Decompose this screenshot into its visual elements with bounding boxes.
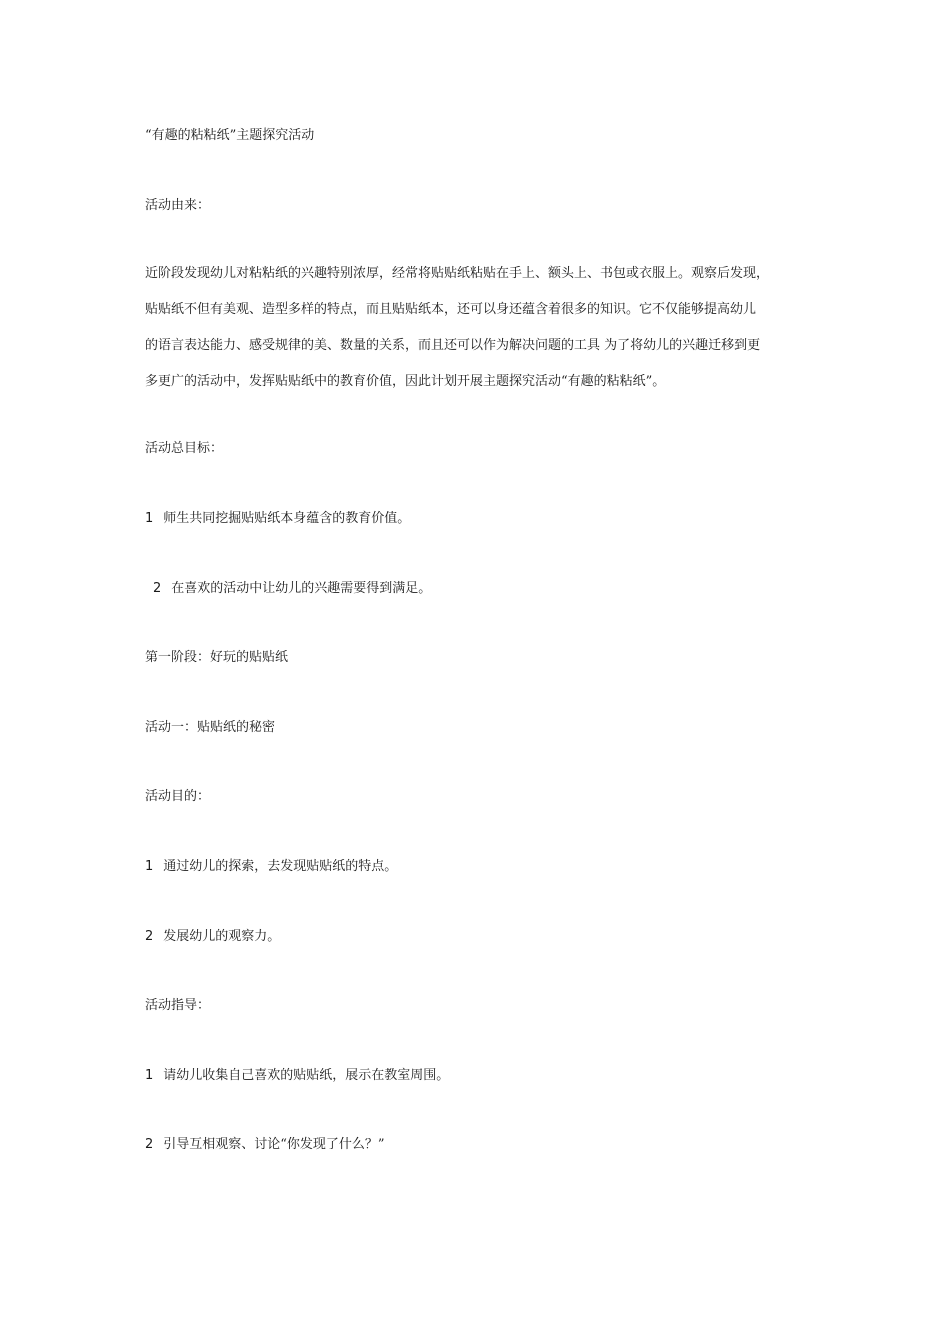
activity-heading: 活动一：贴贴纸的秘密 bbox=[145, 720, 276, 735]
purpose-text: 发展幼儿的观察力。 bbox=[163, 929, 281, 944]
purpose-text: 通过幼儿的探索，去发现贴贴纸的特点。 bbox=[163, 859, 398, 874]
guide-heading: 活动指导： bbox=[145, 998, 211, 1013]
purpose-number: 2 bbox=[145, 929, 154, 944]
purpose-heading: 活动目的： bbox=[145, 789, 211, 804]
origin-heading: 活动由来： bbox=[145, 198, 211, 213]
goal-text: 在喜欢的活动中让幼儿的兴趣需要得到满足。 bbox=[171, 581, 432, 596]
purpose-item bbox=[145, 929, 280, 945]
guide-item bbox=[145, 1137, 385, 1153]
goal-item bbox=[153, 581, 431, 597]
purpose-number: 1 bbox=[145, 859, 154, 874]
origin-line: 的语言表达能力、感受规律的美、数量的关系，而且还可以作为解决问题的工具 为了将幼儿的兴趣迁移到更 bbox=[145, 338, 761, 353]
goal-number: 1 bbox=[145, 511, 154, 526]
goal-text: 师生共同挖掘贴贴纸本身蕴含的教育价值。 bbox=[163, 511, 411, 526]
guide-item bbox=[145, 1068, 449, 1084]
guide-text: 引导互相观察、讨论“你发现了什么？” bbox=[163, 1137, 385, 1152]
guide-number: 1 bbox=[145, 1068, 154, 1083]
purpose-item bbox=[145, 859, 397, 875]
origin-line: 贴贴纸不但有美观、造型多样的特点，而且贴贴纸本，还可以身还蕴含着很多的知识。它不仅能够提高幼儿 bbox=[145, 302, 757, 317]
goal-item bbox=[145, 511, 410, 527]
goal-heading: 活动总目标： bbox=[145, 441, 224, 456]
document-title: “有趣的粘粘纸”主题探究活动 bbox=[145, 128, 315, 143]
goal-number: 2 bbox=[153, 581, 162, 596]
stage-heading: 第一阶段：好玩的贴贴纸 bbox=[145, 650, 289, 665]
origin-line: 近阶段发现幼儿对粘粘纸的兴趣特别浓厚，经常将贴贴纸粘贴在手上、额头上、书包或衣服上。观察后发现， bbox=[145, 266, 770, 281]
guide-number: 2 bbox=[145, 1137, 154, 1152]
guide-text: 请幼儿收集自己喜欢的贴贴纸，展示在教室周围。 bbox=[163, 1068, 450, 1083]
origin-paragraph bbox=[145, 266, 809, 410]
origin-line: 多更广的活动中，发挥贴贴纸中的教育价值，因此计划开展主题探究活动“有趣的粘粘纸”。 bbox=[145, 374, 666, 389]
